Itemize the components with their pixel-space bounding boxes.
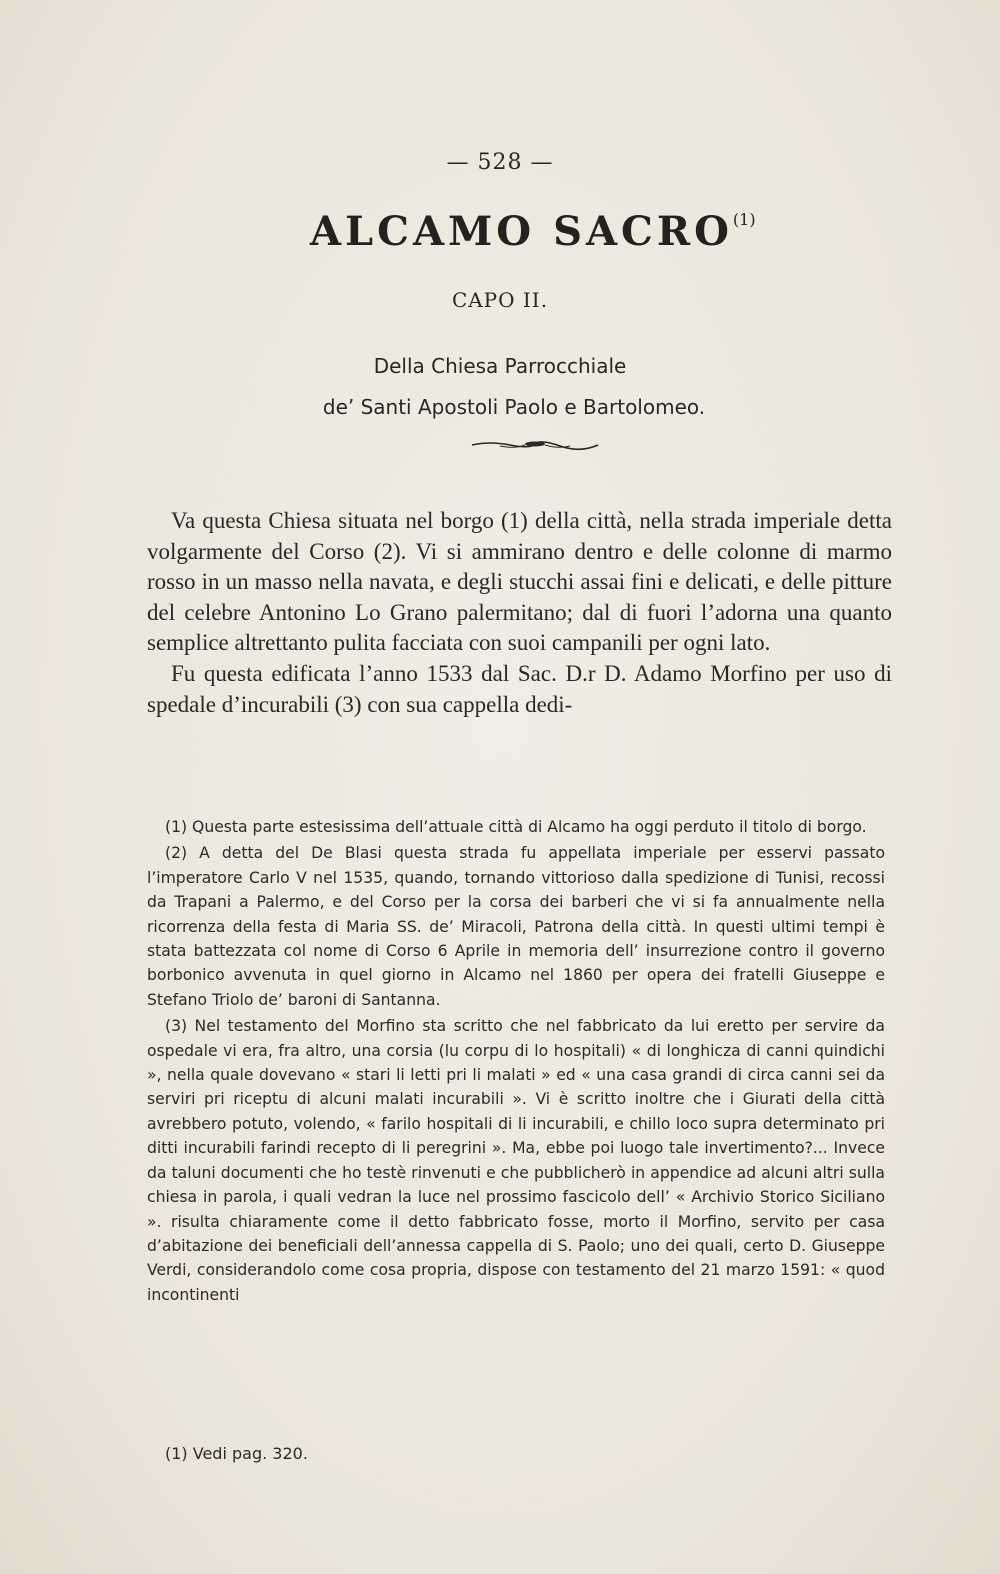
body-paragraph-1: Va questa Chiesa situata nel borgo (1) della città, nella strada imperiale detta volgarmente del Corso (2). Vi si ammirano dentro e delle colonne di marmo rosso in un masso nella navata, e degli stucchi assai fini e delicati, e delle pitture del celebre Antonino Lo Grano palermitano; dal di fuori l’adorna una quanto semplice altrettanto pulita facciata con suoi campanili per ogni lato.	[147, 508, 892, 656]
chapter-heading: CAPO II.	[451, 288, 549, 312]
body-text	[147, 506, 892, 720]
section-subtitle-line2: de’ Santi Apostoli Paolo e Bartolomeo.	[322, 395, 706, 419]
page-title	[310, 208, 756, 255]
section-subtitle-line1: Della Chiesa Parrocchiale	[373, 354, 627, 378]
ornament-divider-icon	[470, 438, 600, 452]
footnote-2: (2) A detta del De Blasi questa strada fu appellata imperiale per esservi passato l’imperatore Carlo V nel 1535, quando, tornando vittorioso dalla spedizione di Tunisi, recossi da Trapani a Palermo, e del Corso per la corsa dei barberi che vi si fa annualmente nella ricorrenza della festa di Maria SS. de’ Miracoli, Patrona della città. In questi ultimi tempi è stata battezzata col nome di Corso 6 Aprile in memoria dell’ insurrezione contro il governo borbonico avvenuta in quel giorno in Alcamo nel 1860 per opera dei fratelli Giuseppe e Stefano Triolo de’ baroni di Santanna.	[147, 844, 885, 1009]
body-paragraph-2: Fu questa edificata l’anno 1533 dal Sac. D.r D. Adamo Morfino per uso di spedale d’incurabili (3) con sua cappella dedi-	[147, 660, 892, 717]
title-footnote-marker: (1)	[732, 209, 756, 229]
title-text: ALCAMO SACRO	[310, 208, 733, 255]
footnote-1: (1) Questa parte estesissima dell’attuale città di Alcamo ha oggi perduto il titolo di borgo.	[165, 818, 867, 836]
footnote-3: (3) Nel testamento del Morfino sta scritto che nel fabbricato da lui eretto per servire da ospedale vi era, fra altro, una corsia (lu corpu di lo hospitali) « di longhicza di canni quindichi », nella quale dovevano « stari li letti pri li malati » ed « una casa grandi di circa canni sei da serviri pri riceptu di alcuni malati incurabili ». Vi è scritto inoltre che i Giurati della città avrebbero potuto, volendo, « farilo hospitali di li incurabili, e chillo loco supra determinato pri ditti incurabili farindi recepto di li peregrini ». Ma, ebbe poi luogo tale invertimento?... Invece da taluni documenti che ho testè rinvenuti e che pubblicherò in appendice ad alcuni altri sulla chiesa in parola, i quali vedran la luce nel prossimo fascicolo dell’ « Archivio Storico Siciliano ». risulta chiaramente come il detto fabbricato fosse, morto il Morfino, servito per casa d’abitazione dei beneficiali dell’annessa cappella di S. Paolo; uno dei quali, certo D. Giuseppe Verdi, considerandolo come cosa propria, dispose con testamento del 21 marzo 1591: « quod incontinenti	[147, 1017, 885, 1304]
footnotes	[147, 815, 885, 1309]
page-number: — 528 —	[446, 150, 554, 175]
title-footnote: (1) Vedi pag. 320.	[165, 1444, 308, 1463]
